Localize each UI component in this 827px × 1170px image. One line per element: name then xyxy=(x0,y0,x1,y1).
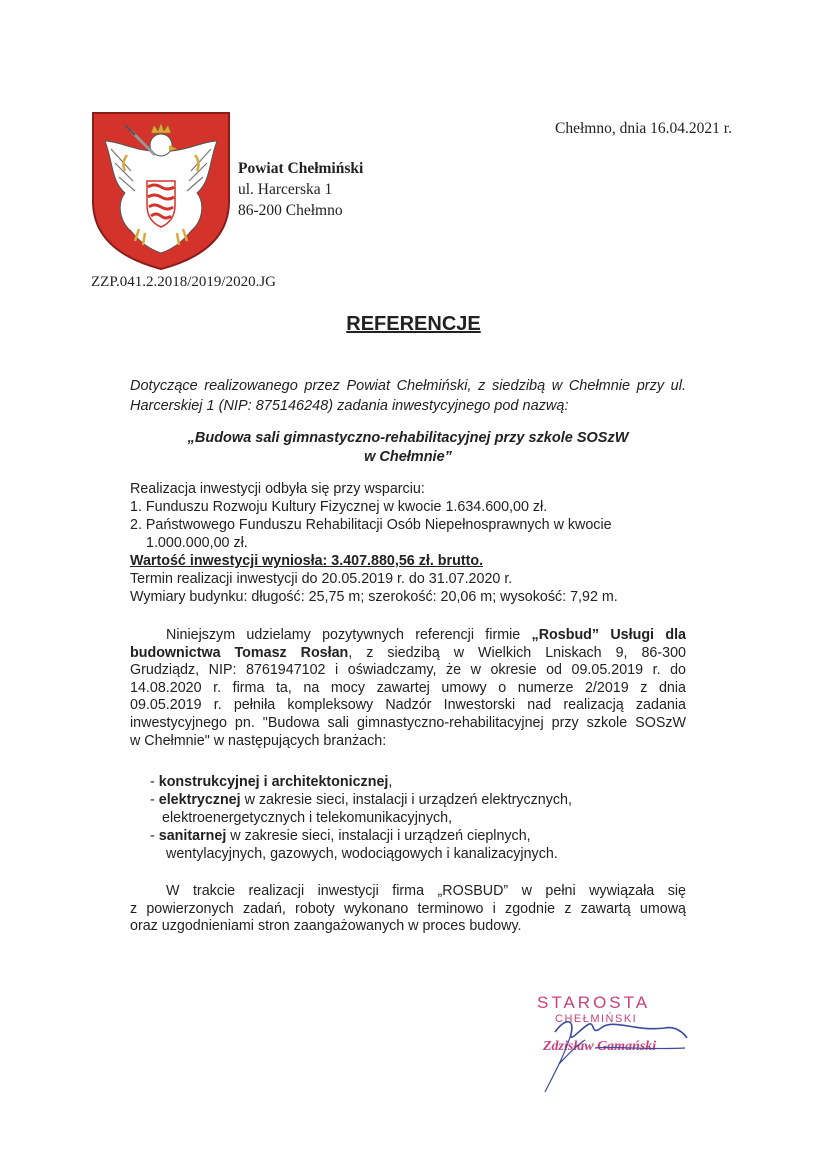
para1-line5: 09.05.2019 r. pełniła kompleksowy Nadzór Inwestorski nad realizacją zadania xyxy=(130,697,686,714)
org-city: 86-200 Chełmno xyxy=(238,202,343,219)
funding-intro: Realizacja inwestycji odbyła się przy wsparciu: xyxy=(130,481,425,497)
intro-text: Dotyczące realizowanego przez Powiat Chełmiński, z siedzibą w Chełmnie przy ul. Harcerskiej 1 (NIP: 875146248) zadania inwestycyjnego pod nazwą: xyxy=(130,378,686,414)
stamp-line3: Zdzisław Gamański xyxy=(543,1039,657,1054)
org-street: ul. Harcerska 1 xyxy=(238,181,333,198)
stamp-line2: CHEŁMIŃSKI xyxy=(555,1013,638,1025)
sender-address xyxy=(238,158,363,221)
para1-line4: 14.08.2020 r. firma ta, na mocy zawartej umowy o numerze 2/2019 z dnia xyxy=(130,679,686,696)
building-dimensions: Wymiary budynku: długość: 25,75 m; szerokość: 20,06 m; wysokość: 7,92 m. xyxy=(130,589,618,605)
closing-paragraph xyxy=(130,883,686,936)
page-title: REFERENCJE xyxy=(346,313,481,335)
funding-item-1: 1. Funduszu Rozwoju Kultury Fizycznej w kwocie 1.634.600,00 zł. xyxy=(130,499,548,515)
project-name-line2: w Chełmnie” xyxy=(364,449,452,465)
project-name-line1: „Budowa sali gimnastyczno-rehabilitacyjnej przy szkole SOSzW xyxy=(187,430,629,446)
funding-item-2: 2. Państwowego Funduszu Rehabilitacji Osób Niepełnosprawnych w kwocie xyxy=(130,517,612,533)
funding-item-2-amount: 1.000.000,00 zł. xyxy=(146,535,248,551)
para1-line1: Niniejszym udzielamy pozytywnych referencji firmie „Rosbud” Usługi dla xyxy=(166,627,686,643)
coat-of-arms-icon xyxy=(91,111,231,271)
para1-line3: Grudziądz, NIP: 8761947102 i oświadczamy, że w okresie od 09.05.2019 r. do xyxy=(130,662,686,679)
branch-item: - sanitarnej w zakresie sieci, instalacji i urządzeń cieplnych, xyxy=(150,828,531,844)
para2-line1: W trakcie realizacji inwestycji firma „ROSBUD” w pełni wywiązała się xyxy=(166,883,686,899)
branch-item-cont: wentylacyjnych, gazowych, wodociągowych i kanalizacyjnych. xyxy=(166,846,558,862)
branch-item: - elektrycznej w zakresie sieci, instalacji i urządzeń elektrycznych, xyxy=(150,792,572,808)
para1-line7: w Chełmnie" w następujących branżach: xyxy=(130,732,387,749)
branch-item-cont: elektroenergetycznych i telekomunikacyjnych, xyxy=(162,810,453,826)
investment-term: Termin realizacji inwestycji do 20.05.2019 r. do 31.07.2020 r. xyxy=(130,571,513,587)
stamp-line1: STAROSTA xyxy=(537,993,651,1012)
branch-item: - konstrukcyjnej i architektonicznej, xyxy=(150,774,393,790)
para1-line6: inwestycyjnego pn. "Budowa sali gimnastyczno-rehabilitacyjnej przy szkole SOSzW xyxy=(130,714,686,731)
project-name xyxy=(130,429,686,467)
letter-date: Chełmno, dnia 16.04.2021 r. xyxy=(555,120,732,137)
reference-paragraph xyxy=(130,627,686,750)
investment-value: Wartość inwestycji wyniosła: 3.407.880,56 zł. brutto. xyxy=(130,553,484,569)
signature-stamp xyxy=(525,988,695,1098)
org-name: Powiat Chełmiński xyxy=(238,160,364,177)
para2-line2: z powierzonych zadań, roboty wykonano terminowo i zgodnie z zawartą umową xyxy=(130,900,686,917)
para1-line2: budownictwa Tomasz Rosłan, z siedzibą w Wielkich Lniskach 9, 86-300 xyxy=(130,644,686,661)
para2-line3: oraz uzgodnieniami stron zaangażowanych w proces budowy. xyxy=(130,918,522,935)
reference-number: ZZP.041.2.2018/2019/2020.JG xyxy=(91,274,277,290)
